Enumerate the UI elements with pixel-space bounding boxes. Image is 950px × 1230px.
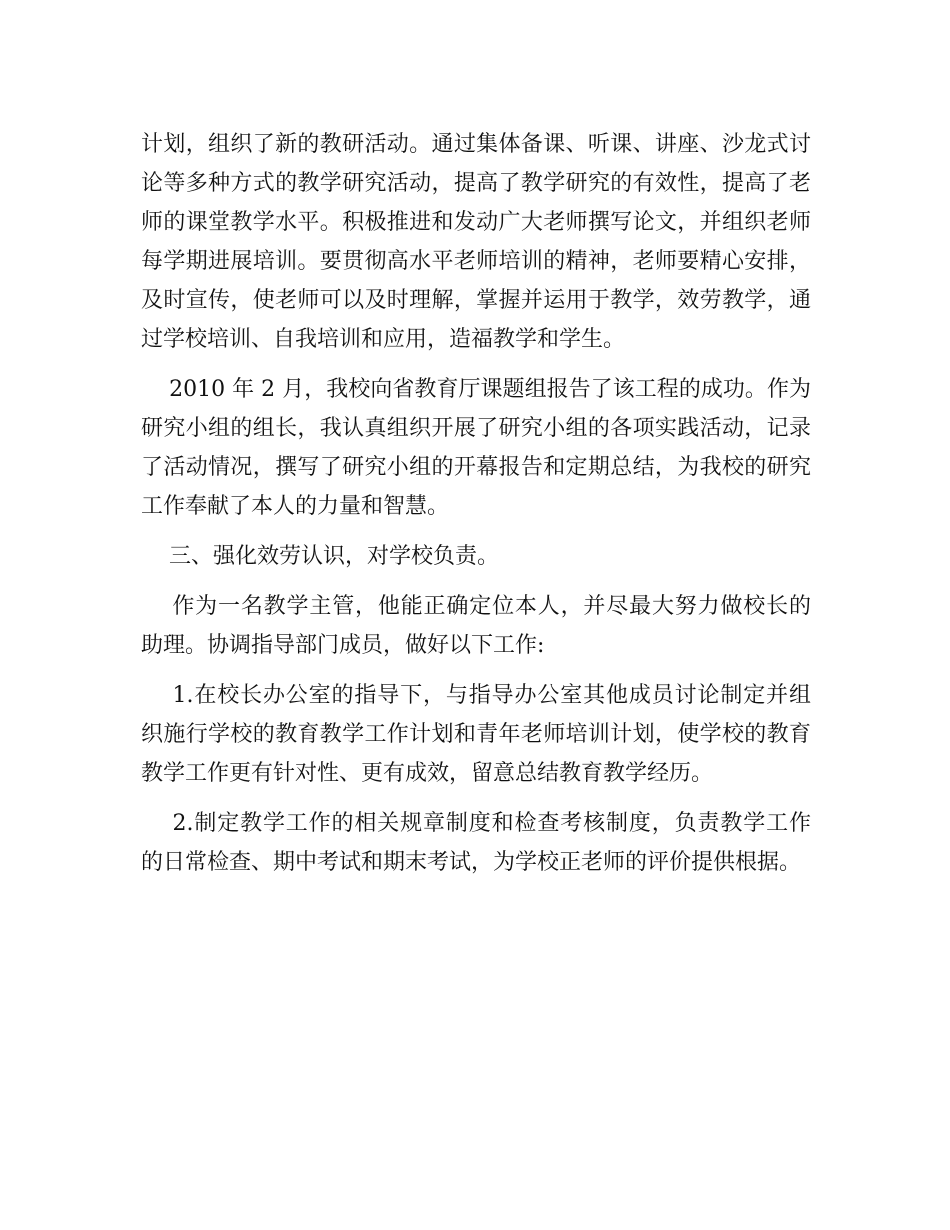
paragraph-role [141, 587, 811, 665]
text-line: 2010 年 2 月，我校向省教育厅课题组报告了该工程的成功。作为 [141, 377, 811, 402]
text-line: 助理。协调指导部门成员，做好以下工作: [141, 633, 545, 658]
section-heading-text: 三、强化效劳认识，对学校负责。 [141, 544, 499, 569]
section-heading [141, 537, 811, 576]
paragraph-research-project [141, 370, 811, 526]
text-line: 的日常检查、期中考试和期末考试，为学校正老师的评价提供根据。 [141, 850, 802, 875]
text-line: 1.在校长办公室的指导下，与指导办公室其他成员讨论制定并组 [141, 683, 811, 708]
text-line: 论等多种方式的教学研究活动，提高了教学研究的有效性，提高了老 [141, 171, 811, 196]
text-line: 过学校培训、自我培训和应用，造福教学和学生。 [141, 327, 626, 352]
text-line: 作为一名教学主管，他能正确定位本人，并尽最大努力做校长的 [141, 594, 811, 619]
text-line: 工作奉献了本人的力量和智慧。 [141, 494, 450, 519]
paragraph-training [141, 125, 811, 359]
text-line: 教学工作更有针对性、更有成效，留意总结教育教学经历。 [141, 761, 714, 786]
text-line: 计划，组织了新的教研活动。通过集体备课、听课、讲座、沙龙式讨 [141, 132, 811, 157]
text-line: 每学期进展培训。要贯彻高水平老师培训的精神，老师要精心安排， [141, 249, 811, 274]
list-item-2 [141, 804, 811, 882]
text-line: 织施行学校的教育教学工作计划和青年老师培训计划，使学校的教育 [141, 722, 811, 747]
text-line: 师的课堂教学水平。积极推进和发动广大老师撰写论文，并组织老师 [141, 210, 811, 235]
text-line: 及时宣传，使老师可以及时理解，掌握并运用于教学，效劳教学，通 [141, 288, 811, 313]
list-item-1 [141, 676, 811, 793]
text-line: 研究小组的组长，我认真组织开展了研究小组的各项实践活动，记录 [141, 416, 811, 441]
text-line: 2.制定教学工作的相关规章制度和检查考核制度，负责教学工作 [141, 811, 811, 836]
text-line: 了活动情况，撰写了研究小组的开幕报告和定期总结，为我校的研究 [141, 455, 811, 480]
document-body [141, 125, 811, 893]
